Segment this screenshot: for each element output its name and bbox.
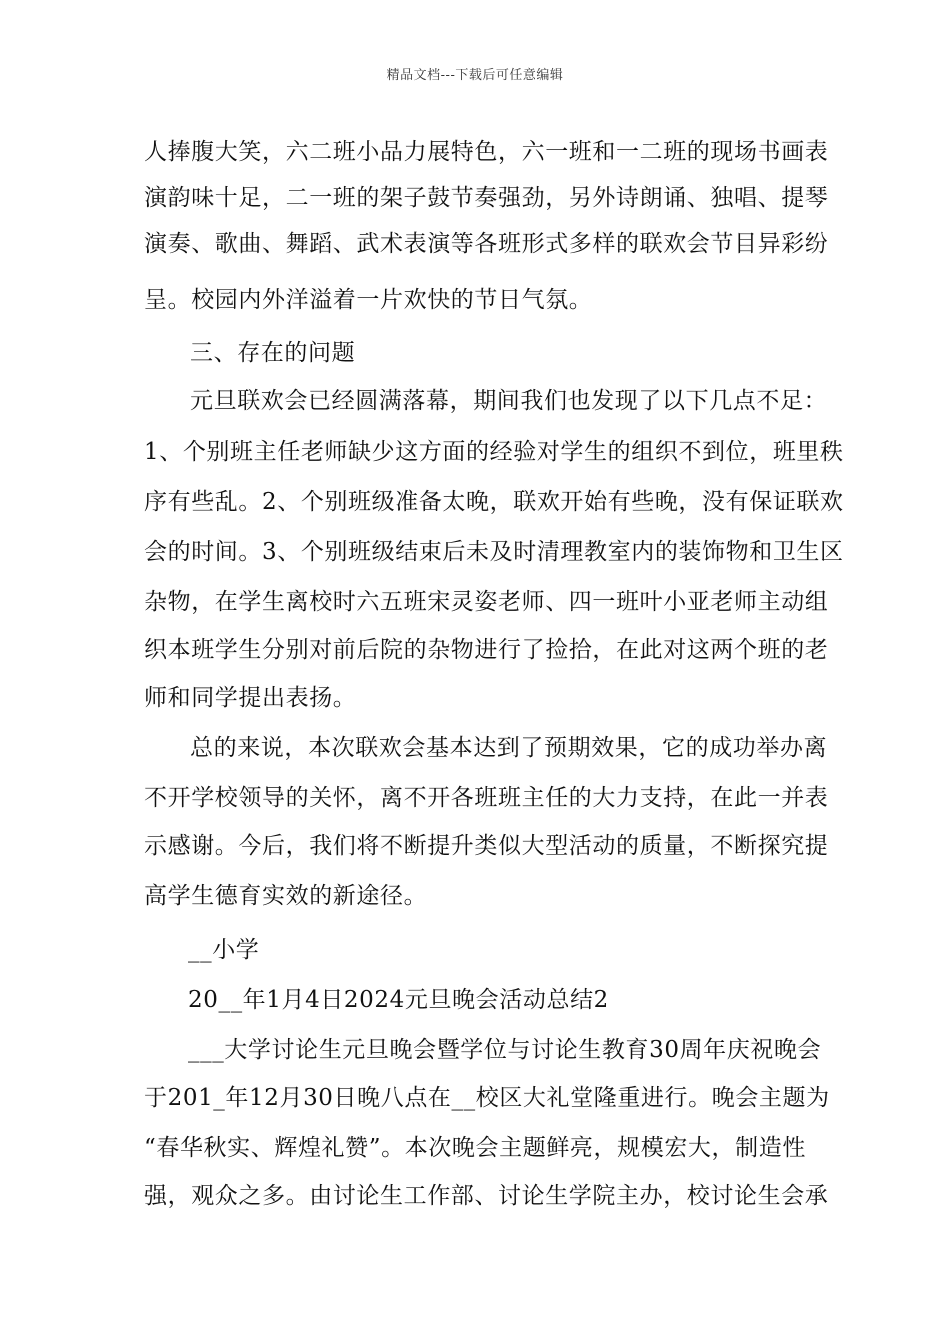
body-line: “春华秋实、辉煌礼赞”。本次晚会主题鲜亮，规模宏大，制造性 bbox=[144, 1135, 806, 1161]
body-line: 演韵味十足，二一班的架子鼓节奏强劲，另外诗朗诵、独唱、提琴 bbox=[144, 185, 829, 211]
body-line: 总的来说，本次联欢会基本达到了预期效果，它的成功举办离 bbox=[190, 735, 828, 761]
body-line: 织本班学生分别对前后院的杂物进行了捡拾，在此对这两个班的老 bbox=[144, 637, 829, 663]
body-line: 不开学校领导的关怀，离不开各班班主任的大力支持，在此一并表 bbox=[144, 785, 829, 811]
body-line: 人捧腹大笑，六二班小品力展特色，六一班和一二班的现场书画表 bbox=[144, 139, 829, 165]
body-line: 示感谢。今后，我们将不断提升类似大型活动的质量，不断探究提 bbox=[144, 833, 829, 859]
body-line: 于201_年12月30日晚八点在__校区大礼堂隆重进行。晚会主题为 bbox=[144, 1085, 830, 1111]
section-heading: 三、存在的问题 bbox=[190, 340, 356, 366]
body-line: 演奏、歌曲、舞蹈、武术表演等各班形式多样的联欢会节目异彩纷 bbox=[144, 231, 829, 257]
body-line: 1、个别班主任老师缺少这方面的经验对学生的组织不到位，班里秩 bbox=[144, 439, 844, 465]
body-line: 高学生德育实效的新途径。 bbox=[144, 883, 428, 909]
page-header: 精品文档---下载后可任意编辑 bbox=[386, 68, 564, 83]
body-line: 元旦联欢会已经圆满落幕，期间我们也发现了以下几点不足： bbox=[190, 388, 828, 414]
body-line: 呈。校园内外洋溢着一片欢快的节日气氛。 bbox=[144, 287, 593, 313]
date-and-title: 20__年1月4日2024元旦晚会活动总结2 bbox=[188, 987, 609, 1013]
body-line: 杂物，在学生离校时六五班宋灵姿老师、四一班叶小亚老师主动组 bbox=[144, 589, 829, 615]
body-line: 会的时间。3、个别班级结束后未及时清理教室内的装饰物和卫生区 bbox=[144, 539, 844, 565]
body-line: 强，观众之多。由讨论生工作部、讨论生学院主办，校讨论生会承 bbox=[144, 1183, 829, 1209]
school-signature: __小学 bbox=[188, 937, 260, 963]
body-line: ___大学讨论生元旦晚会暨学位与讨论生教育30周年庆祝晚会 bbox=[188, 1037, 822, 1063]
body-line: 序有些乱。2、个别班级准备太晚，联欢开始有些晚，没有保证联欢 bbox=[144, 489, 844, 515]
body-line: 师和同学提出表扬。 bbox=[144, 685, 357, 711]
